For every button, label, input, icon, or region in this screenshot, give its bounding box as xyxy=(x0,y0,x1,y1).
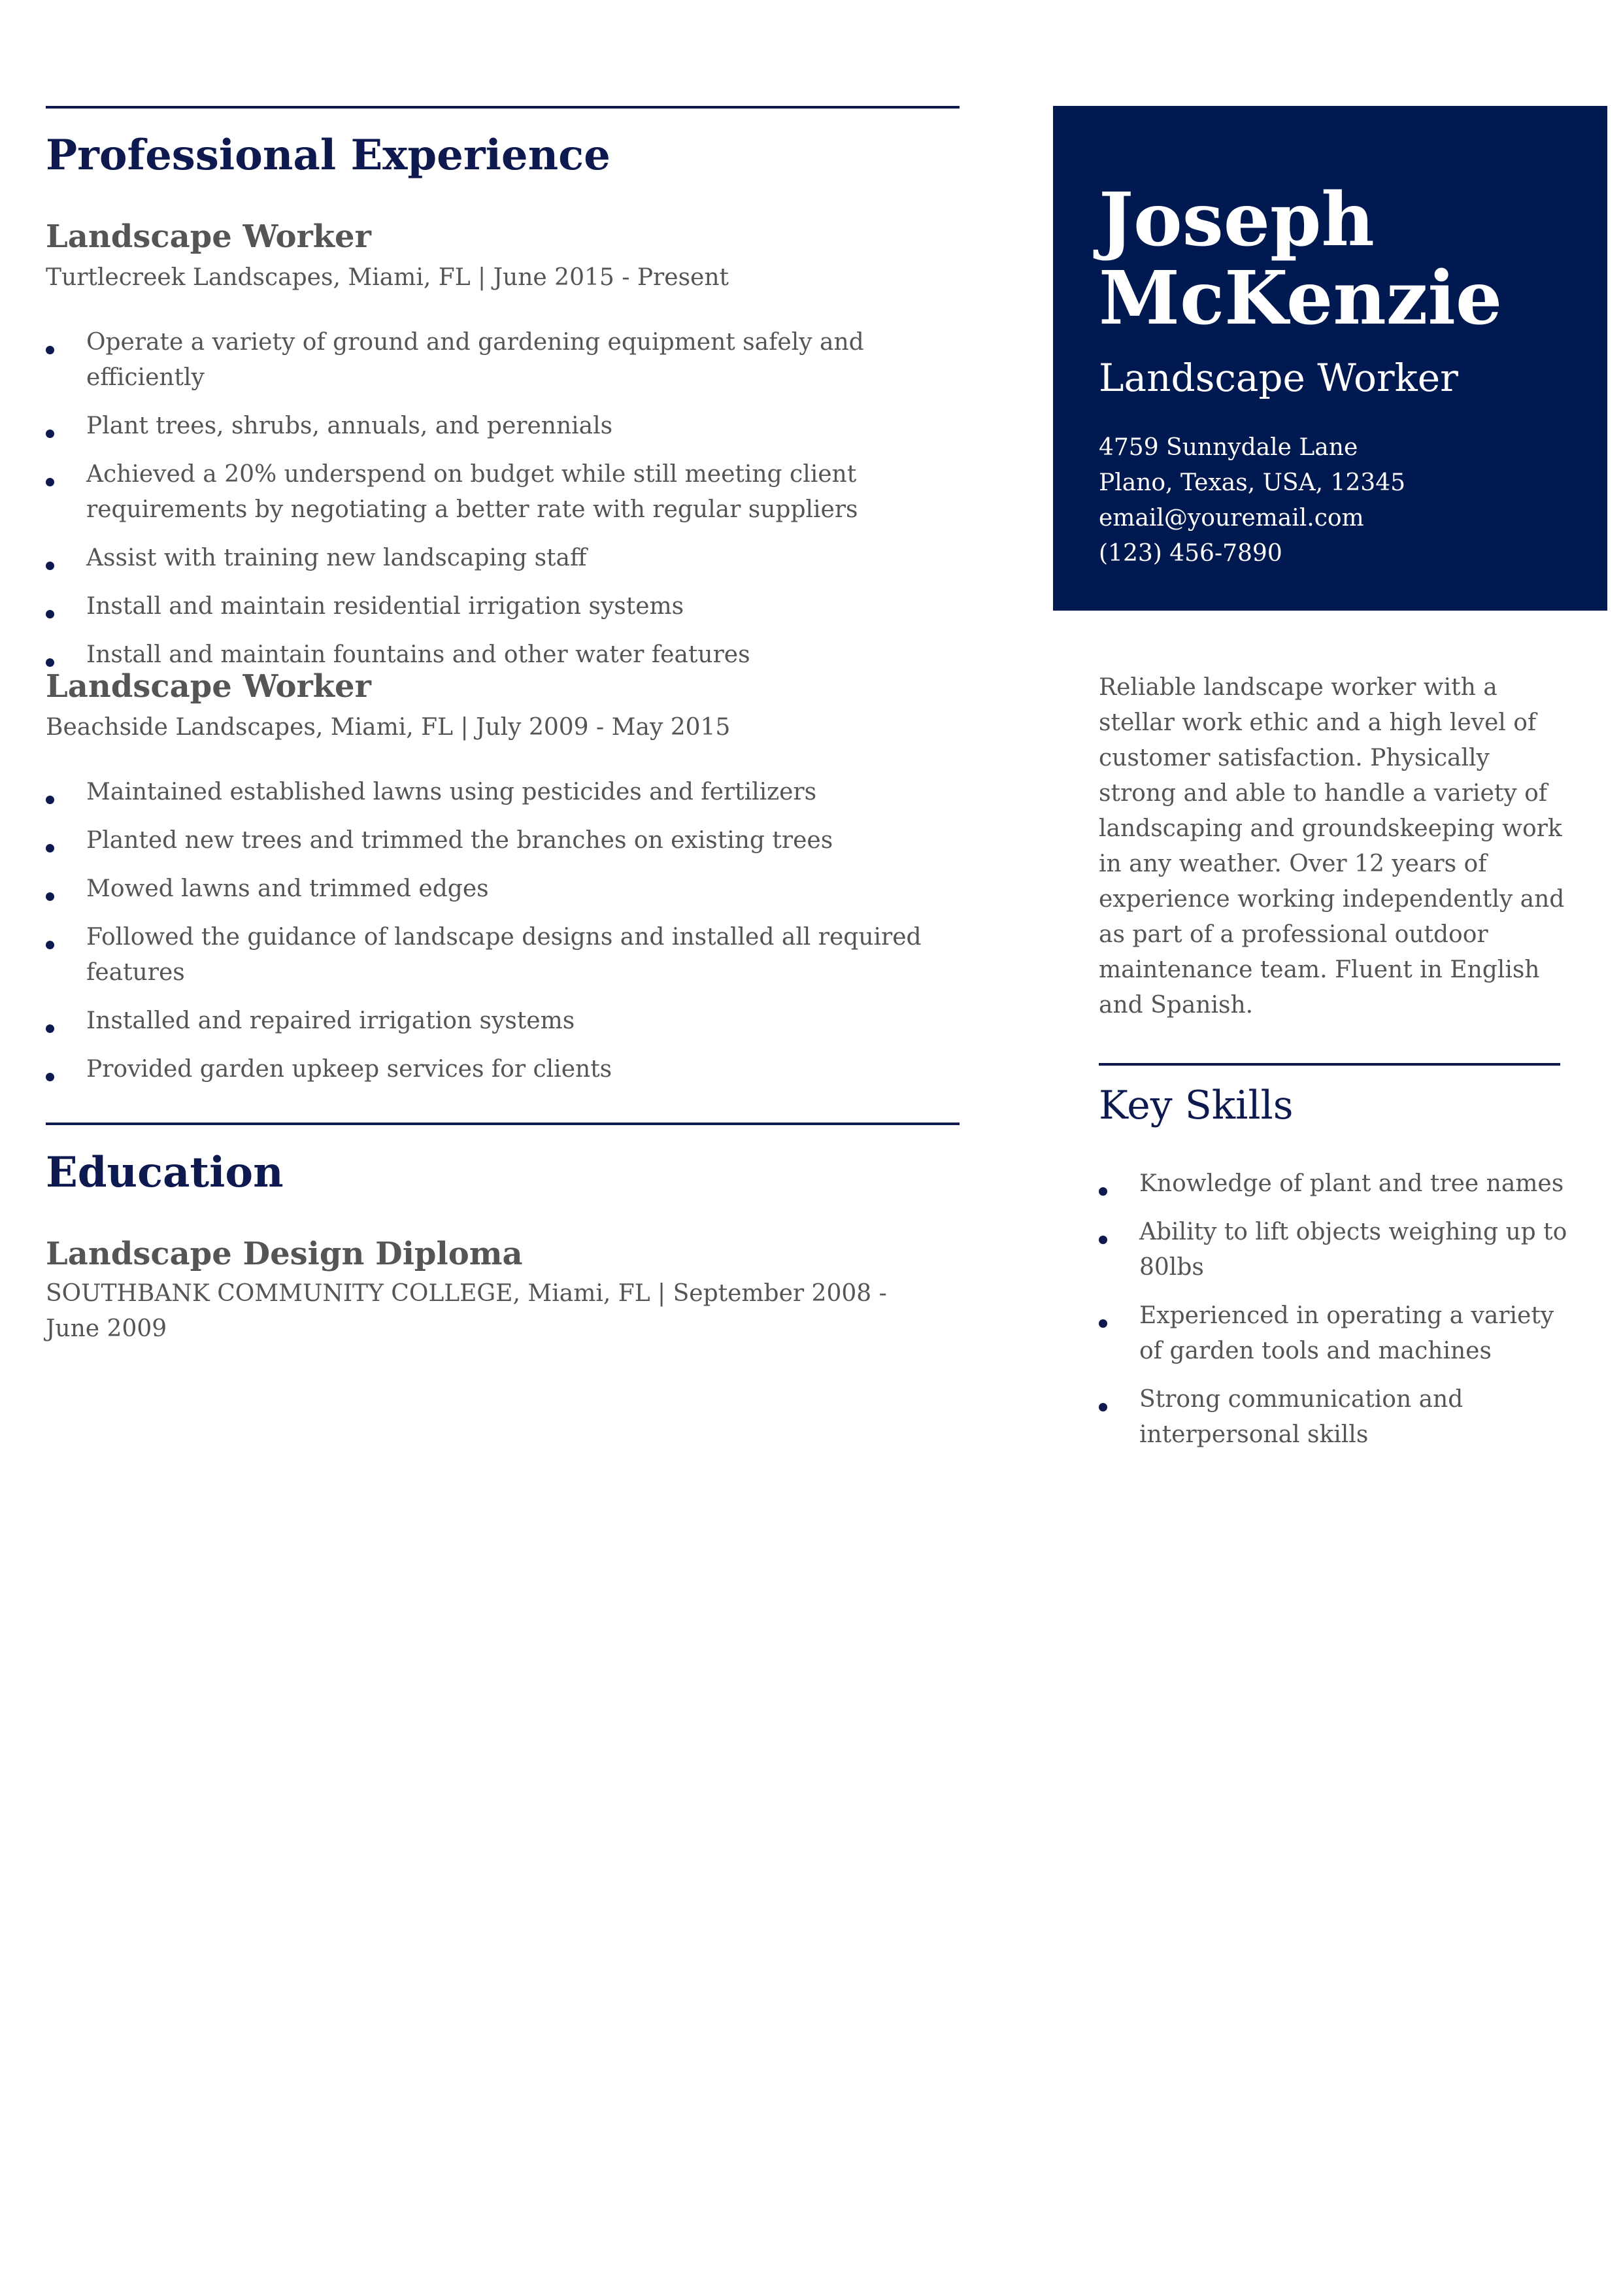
candidate-name xyxy=(1099,177,1503,341)
job-title: Landscape Worker xyxy=(46,668,371,705)
bullet-item: Followed the guidance of landscape designs and installed all required features xyxy=(46,920,974,990)
degree-title: Landscape Design Diploma xyxy=(46,1236,523,1272)
bullet-item: Assist with training new landscaping staff xyxy=(46,541,974,576)
bullet-item: Installed and repaired irrigation systems xyxy=(46,1004,974,1039)
skill-item: Strong communication and interpersonal skills xyxy=(1099,1382,1569,1453)
education-divider xyxy=(46,1123,960,1125)
job-meta: Beachside Landscapes, Miami, FL | July 2009 - May 2015 xyxy=(46,714,731,741)
skills-list xyxy=(1099,1166,1569,1466)
profile-summary: Reliable landscape worker with a stellar work ethic and a high level of customer satisfaction. Physically strong and able to handle a variety of landscaping and groundskeeping work in any weather. Over 12 years of experience working independently and as part of a professional outdoor maintenance team. Fluent in English and Spanish. xyxy=(1099,674,1565,1019)
job-bullets xyxy=(46,325,974,686)
contact-address: 4759 Sunnydale Lane xyxy=(1099,434,1358,461)
contact-block xyxy=(1099,430,1405,571)
contact-email[interactable]: email@youremail.com xyxy=(1099,505,1364,532)
contact-city: Plano, Texas, USA, 12345 xyxy=(1099,469,1406,496)
bullet-item: Install and maintain fountains and other water features xyxy=(46,637,974,673)
candidate-first-name: Joseph xyxy=(1099,177,1375,263)
bullet-item: Mowed lawns and trimmed edges xyxy=(46,871,974,907)
job-bullets xyxy=(46,775,974,1100)
bullet-item: Maintained established lawns using pesticides and fertilizers xyxy=(46,775,974,810)
education-meta: SOUTHBANK COMMUNITY COLLEGE, Miami, FL | September 2008 - June 2009 xyxy=(46,1280,887,1342)
name-header-panel xyxy=(1053,106,1607,611)
skill-item: Experienced in operating a variety of garden tools and machines xyxy=(1099,1298,1569,1369)
contact-phone[interactable]: (123) 456-7890 xyxy=(1099,540,1282,567)
candidate-last-name: McKenzie xyxy=(1099,256,1503,341)
bullet-item: Provided garden upkeep services for clients xyxy=(46,1052,974,1087)
skills-heading: Key Skills xyxy=(1099,1083,1294,1128)
experience-heading: Professional Experience xyxy=(46,131,611,180)
job-meta: Turtlecreek Landscapes, Miami, FL | June 2015 - Present xyxy=(46,264,729,291)
bullet-item: Plant trees, shrubs, annuals, and perennials xyxy=(46,409,974,444)
education-heading: Education xyxy=(46,1148,284,1197)
bullet-item: Achieved a 20% underspend on budget while still meeting client requirements by negotiating a better rate with regular suppliers xyxy=(46,457,974,528)
candidate-role: Landscape Worker xyxy=(1099,356,1458,400)
skill-item: Knowledge of plant and tree names xyxy=(1099,1166,1569,1202)
bullet-item: Install and maintain residential irrigation systems xyxy=(46,589,974,624)
bullet-item: Planted new trees and trimmed the branches on existing trees xyxy=(46,823,974,858)
skill-item: Ability to lift objects weighing up to 80lbs xyxy=(1099,1215,1569,1285)
job-title: Landscape Worker xyxy=(46,218,371,255)
bullet-item: Operate a variety of ground and gardening equipment safely and efficiently xyxy=(46,325,974,396)
experience-divider xyxy=(46,106,960,109)
skills-divider xyxy=(1099,1063,1560,1066)
